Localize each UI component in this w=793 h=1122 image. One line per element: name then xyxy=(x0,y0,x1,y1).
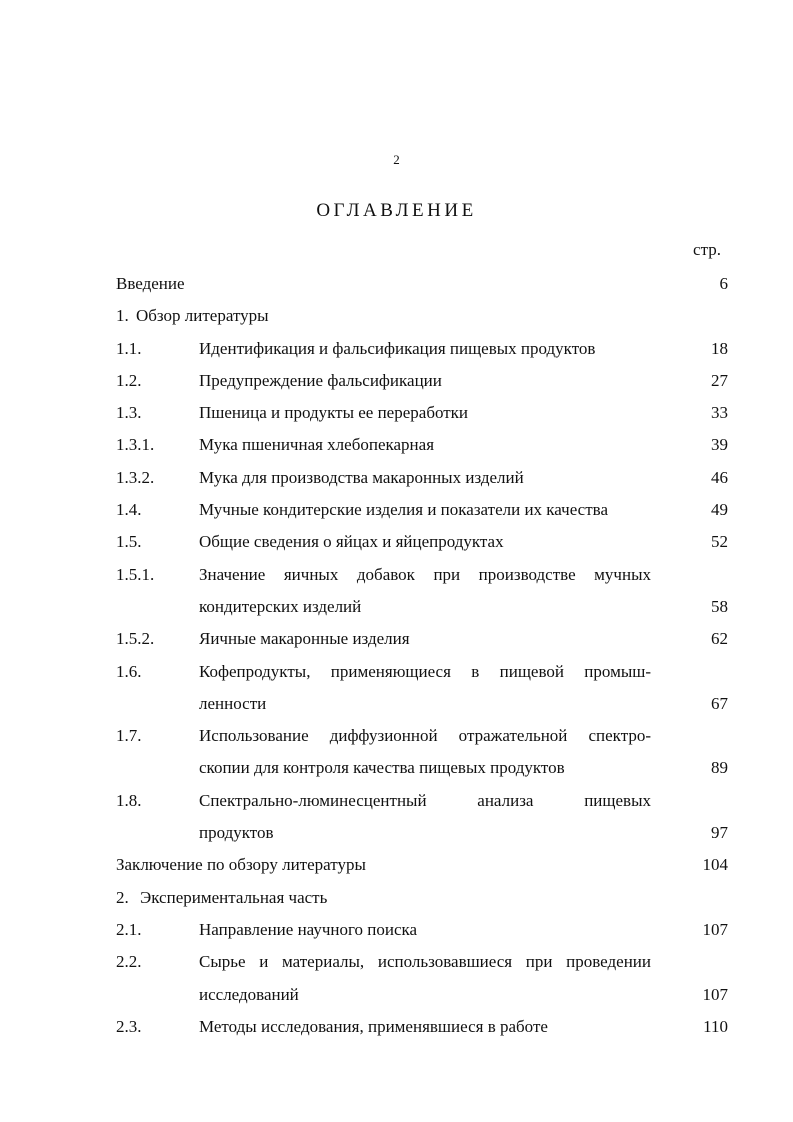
toc-entry-1-6-cont xyxy=(0,688,793,720)
toc-entry-title-line2: ленности xyxy=(199,693,267,713)
toc-heading: ОГЛАВЛЕНИЕ xyxy=(316,200,477,221)
toc-entry-1-5-1 xyxy=(0,559,793,591)
toc-entry-conclusion xyxy=(0,849,793,881)
toc-entry-1-2 xyxy=(0,365,793,397)
table-of-contents xyxy=(0,268,793,1043)
toc-entry-number: 1.7. xyxy=(116,726,142,746)
toc-entry-title-line2: скопии для контроля качества пищевых продуктов xyxy=(199,758,565,778)
toc-entry-title: Экспериментальная часть xyxy=(140,887,328,907)
toc-entry-page: 27 xyxy=(711,370,728,390)
toc-entry-title: Методы исследования, применявшиеся в работе xyxy=(199,1016,548,1036)
toc-entry-page: 97 xyxy=(711,823,728,843)
toc-entry-number: 1.1. xyxy=(116,338,142,358)
toc-entry-page: 52 xyxy=(711,532,728,552)
toc-entry-title: Мучные кондитерские изделия и показатели их качества xyxy=(199,500,608,520)
toc-entry-page: 6 xyxy=(719,274,728,293)
toc-entry-page: 39 xyxy=(711,435,728,455)
toc-entry-page: 49 xyxy=(711,500,728,520)
toc-entry-1-5-1-cont xyxy=(0,591,793,623)
toc-entry-number: 1.3. xyxy=(116,403,142,423)
toc-entry-1-8 xyxy=(0,785,793,817)
toc-entry-1-5 xyxy=(0,526,793,558)
toc-entry-title: Идентификация и фальсификация пищевых продуктов xyxy=(199,338,596,358)
toc-entry-intro xyxy=(0,268,793,300)
toc-entry-1-3-1 xyxy=(0,429,793,461)
toc-entry-1-4 xyxy=(0,494,793,526)
page-column-header: стр. xyxy=(693,240,721,259)
toc-entry-number: 2.1. xyxy=(116,919,142,939)
toc-entry-page: 58 xyxy=(711,596,728,616)
toc-entry-title-line1: Кофепродукты, применяющиеся в пищевой промыш- xyxy=(199,661,651,681)
page-number: 2 xyxy=(393,152,400,167)
toc-entry-2-3 xyxy=(0,1011,793,1043)
toc-entry-number: 2. xyxy=(116,887,129,907)
toc-entry-1-6 xyxy=(0,656,793,688)
toc-entry-title-line2: исследований xyxy=(199,984,299,1004)
toc-entry-2-1 xyxy=(0,914,793,946)
toc-section-2 xyxy=(0,882,793,914)
toc-entry-title: Введение xyxy=(116,274,185,293)
toc-entry-number: 1.5.2. xyxy=(116,629,155,649)
toc-entry-number: 2.3. xyxy=(116,1016,142,1036)
toc-entry-title-line1: Сырье и материалы, использовавшиеся при проведении xyxy=(199,952,651,972)
toc-entry-number: 1.8. xyxy=(116,790,142,810)
toc-entry-1-3 xyxy=(0,397,793,429)
toc-entry-title-line1: Значение яичных добавок при производстве мучных xyxy=(199,564,651,584)
toc-entry-page: 107 xyxy=(702,984,728,1004)
toc-entry-title: Заключение по обзору литературы xyxy=(116,855,366,875)
toc-entry-title-line1: Спектрально-люминесцентный анализа пищевых xyxy=(199,790,651,810)
toc-entry-title: Общие сведения о яйцах и яйцепродуктах xyxy=(199,532,504,552)
toc-entry-number: 1.6. xyxy=(116,661,142,681)
toc-entry-title: Мука для производства макаронных изделий xyxy=(199,467,524,487)
toc-entry-number: 1.4. xyxy=(116,500,142,520)
toc-entry-1-5-2 xyxy=(0,623,793,655)
toc-entry-number: 2.2. xyxy=(116,952,142,972)
toc-entry-page: 110 xyxy=(703,1016,728,1036)
toc-entry-page: 46 xyxy=(711,467,728,487)
toc-entry-title: Пшеница и продукты ее переработки xyxy=(199,403,469,423)
toc-entry-page: 104 xyxy=(702,855,728,875)
toc-entry-title-line2: продуктов xyxy=(199,823,274,843)
toc-entry-number: 1.2. xyxy=(116,370,142,390)
toc-entry-1-7 xyxy=(0,720,793,752)
toc-entry-number: 1.5.1. xyxy=(116,564,155,584)
toc-entry-title: Направление научного поиска xyxy=(199,919,418,939)
toc-entry-page: 18 xyxy=(711,338,728,358)
toc-entry-page: 107 xyxy=(702,919,728,939)
toc-entry-title: Яичные макаронные изделия xyxy=(199,629,410,649)
toc-entry-page: 62 xyxy=(711,629,728,649)
toc-entry-title: Мука пшеничная хлебопекарная xyxy=(199,435,435,455)
toc-entry-1-1 xyxy=(0,333,793,365)
toc-section-1 xyxy=(0,300,793,332)
toc-entry-title: Предупреждение фальсификации xyxy=(199,370,442,390)
toc-entry-title: Обзор литературы xyxy=(136,306,269,326)
toc-entry-1-8-cont xyxy=(0,817,793,849)
toc-entry-page: 33 xyxy=(711,403,728,423)
toc-entry-number: 1.5. xyxy=(116,532,142,552)
toc-entry-number: 1.3.2. xyxy=(116,467,155,487)
toc-entry-1-7-cont xyxy=(0,752,793,784)
toc-entry-number: 1. xyxy=(116,306,129,326)
toc-entry-title-line2: кондитерских изделий xyxy=(199,596,362,616)
toc-entry-page: 67 xyxy=(711,693,728,713)
toc-entry-number: 1.3.1. xyxy=(116,435,155,455)
toc-entry-2-2 xyxy=(0,946,793,978)
toc-entry-2-2-cont xyxy=(0,979,793,1011)
toc-entry-title-line1: Использование диффузионной отражательной спектро- xyxy=(199,726,651,746)
toc-entry-page: 89 xyxy=(711,758,728,778)
toc-entry-1-3-2 xyxy=(0,462,793,494)
